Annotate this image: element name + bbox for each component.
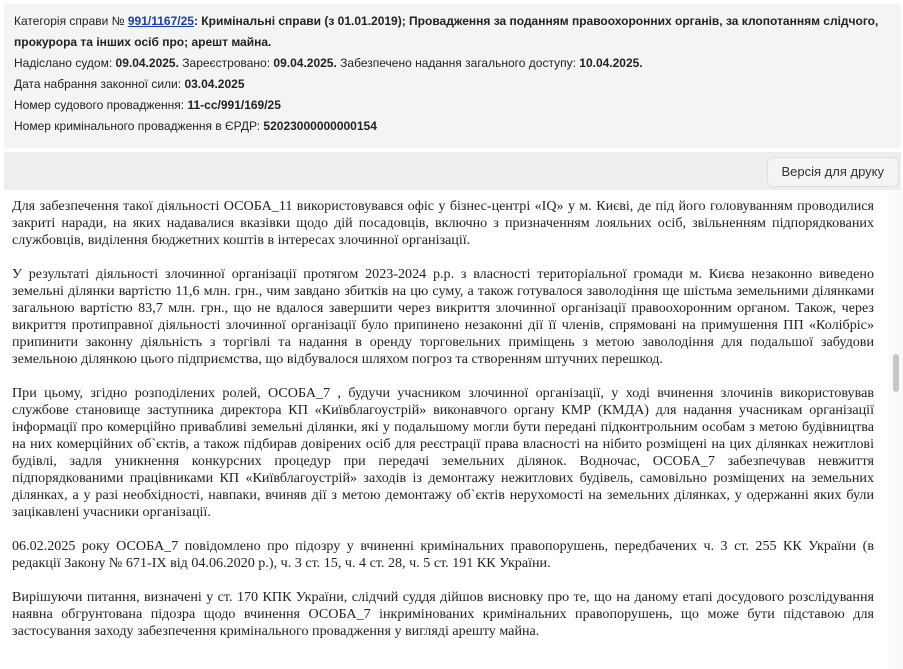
- document-paragraph: При цьому, згідно розподілених ролей, ОСОБА_7 , будучи учасником злочинної організації, у ході вчинення злочинів використовував службове становище заступника директора КП «Київблагоустрій» виконавчого органу КМР (КМДА) для надання учасникам організації інформації про комерційно привабливі земельні ділянки, які у подальшому могли бути передані підконтрольним особам з метою будівництва на них комерційних об`єктів, а також підбирав довірених осіб для реєстрації права власності на нібито розміщені на цих ділянках нежитлові будівлі, задля уникнення конкурсних процедур при передачі земельних ділянок. Водночас, ОСОБА_7 забезпечував невжиття підпорядкованими працівниками КП «Київблагоустрій» заходів із демонтажу нежитлових будівель, самовільно розміщених на земельних ділянках, а у разі необхідності, навпаки, вчиняв дії з метою демонтажу об`єктів нерухомості на земельних ділянках, у одержанні яких були зацікавлені учасники організації.: [12, 385, 874, 520]
- sent-date: 09.04.2025.: [115, 56, 179, 70]
- document-viewer[interactable]: [0, 192, 903, 669]
- court-proceeding-line: [14, 95, 891, 116]
- access-date: 10.04.2025.: [579, 56, 643, 70]
- criminal-proceeding-line: [14, 116, 891, 137]
- sent-label: Надіслано судом:: [14, 56, 113, 70]
- registered-date: 09.04.2025.: [273, 56, 337, 70]
- case-info-panel: [4, 4, 901, 148]
- document-paragraph: У результаті діяльності злочинної організації протягом 2023-2024 р.р. з власності територіальної громади м. Києва незаконно виведено земельні ділянки вартістю 11,6 млн. грн., чим завдано збитків на цю суму, а також готувалося заволодіння ще шістьма земельними ділянками загальною вартістю 83,7 млн. грн., що не вдалося завершити через викриття злочинної організації правоохоронним органом. Також, через викриття протиправної діяльності злочинної організації було припинено незаконні дії її членів, спрямовані на примушення ПП «Колібріс» припинити законну діяльність з торгівлі та надання в оренду торговельних приміщень з метою заволодіння для подальшої забудови земельною ділянкою цього підприємства, що відбувалося шляхом погроз та створенням штучних перешкод.: [12, 266, 874, 367]
- toolbar: [4, 152, 901, 190]
- print-version-button[interactable]: Версія для друку: [767, 157, 900, 187]
- document-paragraph: 06.02.2025 року ОСОБА_7 повідомлено про підозру у вчиненні кримінальних правопорушень, передбачених ч. 3 ст. 255 КК України (в редакції Закону № 671-IX від 04.06.2020 р.), ч. 3 ст. 15, ч. 4 ст. 28, ч. 5 ст. 191 КК України.: [12, 538, 874, 571]
- legal-force-line: [14, 74, 891, 95]
- access-label: Забезпечено надання загального доступу:: [340, 56, 576, 70]
- category-text: : Кримінальні справи (з 01.01.2019); Провадження за поданням правоохоронних органів, за клопотанням слідчого, прокурора та інших осіб про; арешт майна.: [14, 14, 879, 49]
- court-proceeding-number: 11-сс/991/169/25: [187, 98, 281, 112]
- criminal-proceeding-number: 52023000000000154: [263, 119, 377, 133]
- registered-label: Зареєстровано:: [182, 56, 271, 70]
- criminal-proceeding-label: Номер кримінального провадження в ЄРДР:: [14, 119, 261, 133]
- category-label: Категорія справи №: [14, 14, 125, 28]
- vertical-scrollbar[interactable]: [889, 192, 903, 669]
- case-number-link[interactable]: 991/1167/25: [127, 14, 194, 28]
- court-proceeding-label: Номер судового провадження:: [14, 98, 185, 112]
- legal-force-date: 03.04.2025: [184, 77, 245, 91]
- case-category-line: [14, 11, 891, 53]
- document-paragraph: Вирішуючи питання, визначені у ст. 170 КПК України, слідчий суддя дійшов висновку про те, що на даному етапі досудового розслідування наявна обгрунтована підозра щодо вчинення ОСОБА_7 інкримінованих кримінальних правопорушень, що може бути підставою для застосування заходу забезпечення кримінального провадження у вигляді арешту майна.: [12, 589, 874, 639]
- legal-force-label: Дата набрання законної сили:: [14, 77, 182, 91]
- scrollbar-thumb[interactable]: [893, 354, 899, 392]
- document-text: [12, 198, 874, 657]
- document-paragraph: Для забезпечення такої діяльності ОСОБА_11 використовувався офіс у бізнес-центрі «IQ» у м. Києві, де під його головуванням проводилися закриті наради, на яких надавалися вказівки щодо дій посадовців, включно з призначенням лояльних осіб, звільненням підпорядкованих службовців, виділення бюджетних коштів в інтересах злочинної організації.: [12, 198, 874, 248]
- dates-line: [14, 53, 891, 74]
